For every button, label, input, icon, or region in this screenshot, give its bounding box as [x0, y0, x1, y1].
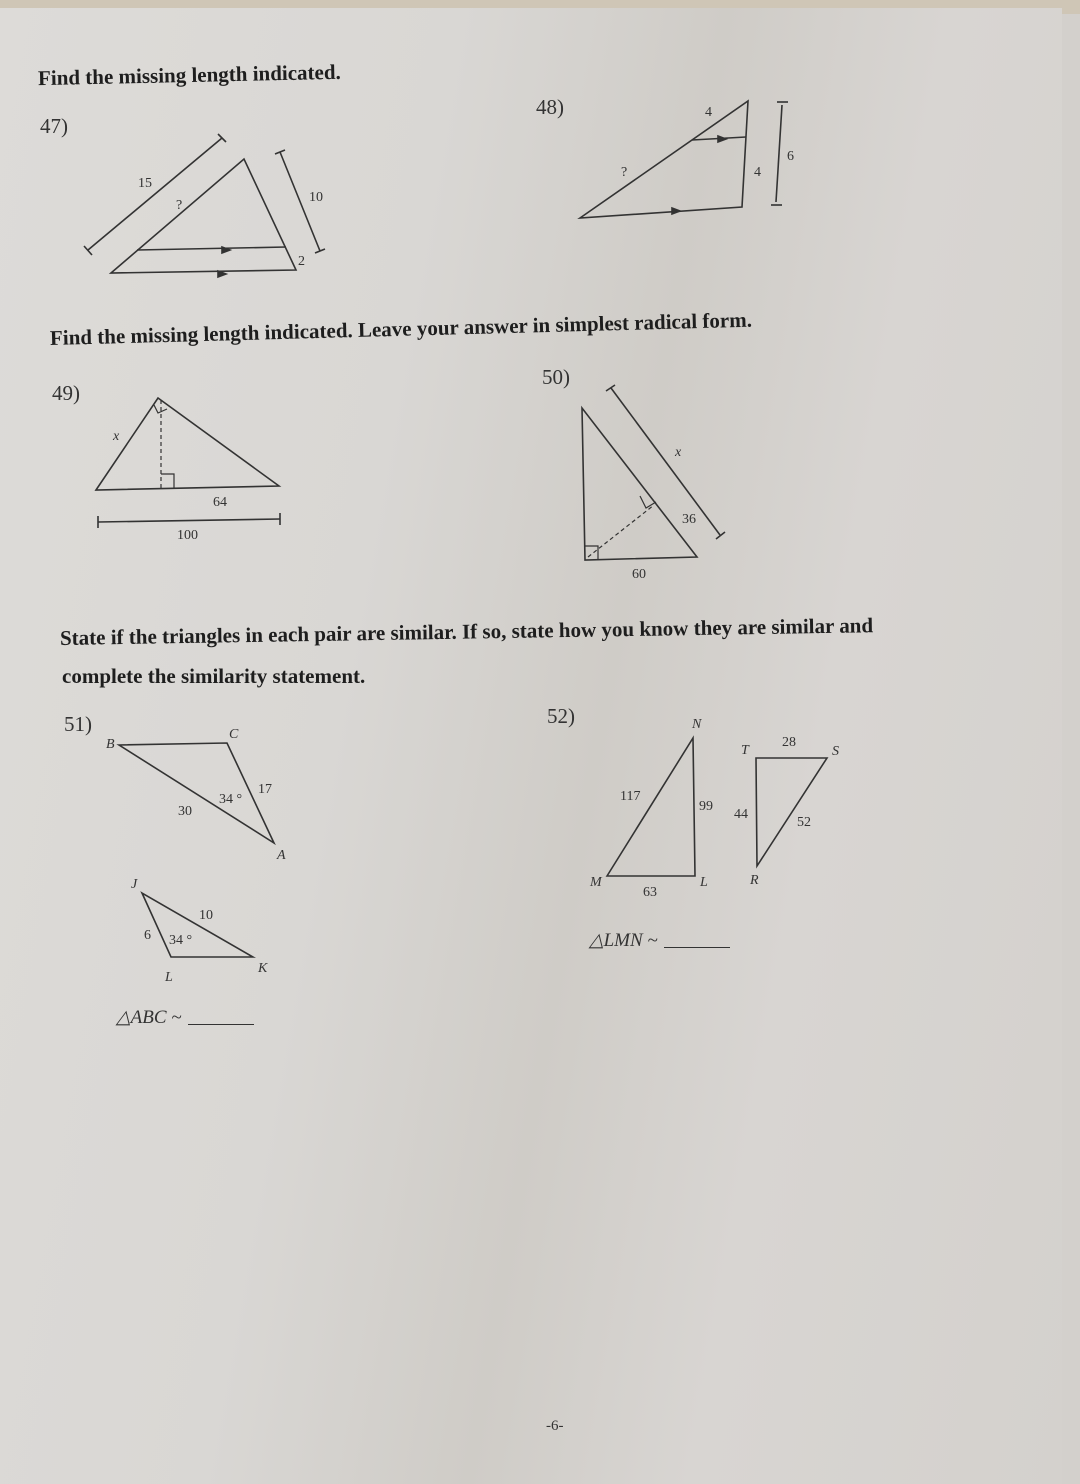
p47-label-10: 10	[309, 190, 323, 205]
p52-label-28: 28	[782, 735, 796, 750]
p52-statement-text: △LMN ~	[589, 930, 658, 951]
p52-label-44: 44	[734, 807, 748, 822]
p51-vertex-J: J	[131, 877, 138, 892]
problem-51-number: 51)	[64, 712, 92, 736]
p51-vertex-K: K	[258, 961, 268, 976]
p51-vertex-B: B	[106, 737, 115, 752]
p51-angle-J: 34 °	[169, 933, 193, 948]
p48-label-6: 6	[787, 149, 794, 164]
p51-label-6: 6	[144, 928, 151, 943]
p51-angle-A: 34 °	[219, 792, 243, 807]
p52-vertex-R: R	[750, 873, 759, 888]
p48-label-4-upper: 4	[705, 105, 712, 120]
p52-label-99: 99	[699, 799, 713, 814]
p49-label-x: x	[113, 429, 120, 444]
p48-label-unknown: ?	[621, 165, 628, 180]
p52-label-117: 117	[620, 789, 641, 804]
worksheet-page	[0, 8, 1062, 1484]
p48-label-4-right: 4	[754, 165, 761, 180]
p47-label-unknown: ?	[176, 198, 183, 213]
p49-label-100: 100	[177, 528, 198, 543]
p50-label-x: x	[675, 445, 682, 460]
problem-50-number: 50)	[542, 365, 570, 389]
section3-instruction-line1: State if the triangles in each pair are similar. If so, state how you know they are similar and	[59, 613, 874, 650]
problem-52-figure	[0, 8, 1080, 1108]
p52-vertex-N: N	[692, 717, 702, 732]
p52-label-63: 63	[643, 885, 657, 900]
p50-label-60: 60	[632, 567, 646, 582]
p47-label-2: 2	[298, 254, 305, 269]
section1-instruction: Find the missing length indicated.	[37, 59, 342, 91]
p52-answer-blank[interactable]	[664, 947, 730, 948]
p52-similarity-statement	[589, 929, 730, 952]
section2-instruction: Find the missing length indicated. Leave your answer in simplest radical form.	[49, 307, 753, 350]
section3-instruction-line2: complete the similarity statement.	[62, 664, 366, 688]
p47-label-15: 15	[138, 176, 152, 191]
p52-vertex-S: S	[832, 744, 839, 759]
p51-label-10: 10	[199, 908, 213, 923]
p52-vertex-L: L	[700, 875, 708, 890]
p49-label-64: 64	[213, 495, 227, 510]
problem-49-number: 49)	[52, 381, 80, 405]
page-number: -6-	[546, 1418, 564, 1434]
p52-vertex-T: T	[741, 743, 749, 758]
p51-vertex-C: C	[229, 727, 239, 742]
p52-vertex-M: M	[590, 875, 602, 890]
p52-label-52: 52	[797, 815, 811, 830]
p51-label-30: 30	[178, 804, 192, 819]
p51-vertex-L: L	[165, 970, 173, 985]
p51-vertex-A: A	[277, 848, 286, 863]
p50-label-36: 36	[682, 512, 696, 527]
problem-52-number: 52)	[547, 704, 575, 728]
problem-47-number: 47)	[40, 114, 68, 138]
p51-label-17: 17	[258, 782, 272, 797]
problem-48-number: 48)	[536, 95, 564, 119]
p51-statement-text: △ABC ~	[116, 1007, 182, 1028]
